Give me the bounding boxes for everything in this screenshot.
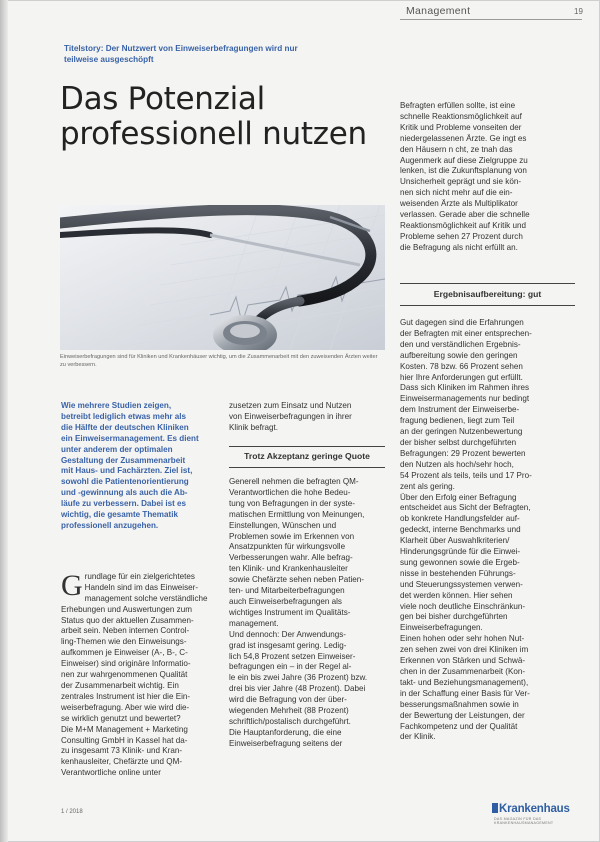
subhead-rule-bottom [229, 467, 385, 468]
header-rule [400, 19, 582, 20]
magazine-logo [492, 803, 570, 815]
stethoscope-illustration [60, 205, 385, 350]
column-3-intro: Befragten erfüllen sollte, ist eine schnelle Reaktionsmöglichkeit auf Kritik und Probleme vonseiten der niedergelassenen Ärzte. Ge ingt es den Häusern n cht, ze tnah das Augenmerk auf diese Zielgruppe zu lenken, ist die Zukunftsplanung von Unsicherheit geprägt und sie kön- nen sich nicht mehr auf die ein- weisenden Ärzte als Multiplikator verlassen. Gerade aber die schnelle Reaktionsmöglichkeit auf Kritik und Probleme sehen 27 Prozent durch die Befragung als nicht erfüllt an. [400, 101, 530, 252]
issue-number: 1 / 2018 [61, 809, 83, 815]
column-2-intro: zusetzen zum Einsatz und Nutzen von Einweiserbefragungen in ihrer Klinik befragt. [229, 401, 352, 432]
article-kicker: Titelstory: Der Nutzwert von Einweiserbefragungen wird nur teilweise ausgeschöpft [64, 44, 298, 64]
column-1 [61, 561, 211, 779]
title-line-2: professionell nutzen [60, 116, 367, 152]
subhead-ergebnis: Ergebnisaufbereitung: gut [433, 289, 542, 299]
column-3: Gut dagegen sind die Erfahrungen der Befragten mit einer entsprechen- den und verständlichen Ergebnis- aufbereitung sowie den geringen Kosten. 78 bzw. 66 Prozent sehen hier Ihre Anforderungen gut erfüllt. Dass sich Kliniken im Rahmen ihres Einweisermanagements nur bedingt dem Instrument der Einweiserbe- fragung bedienen, liegt zum Teil an der geringen Nutzenbewertung der bisher selbst durchgeführten Befragungen: 29 Prozent bewerten den Nutzen als hoch/sehr hoch, 54 Prozent als teils, teils und 17 Pro- zent als gering. Über den Erfolg einer Befragung entscheidet aus Sicht der Befragten, ob konkrete Handlungsfelder auf- gedeckt, interne Benchmarks und Klarheit über Auswahlkriterien/ Hinderungsgründe für die Einwei- sung gewonnen sowie die Ergeb- nisse in bestehenden Führungs- und Steuerungssystemen verwen- det werden können. Hier sehen viele noch deutliche Einschränkun- gen bei bisher durchgeführten Einweiserbefragungen. Einen hohen oder sehr hohen Nut- zen sehen zwei von drei Kliniken im Erkennen von Stärken und Schwä- chen in der Zusammenarbeit (Kon- takt- und Beziehungsmanagement), in der Schaffung einer Basis für Ver- besserungsmaßnahmen sowie in der Bewertung der Leistungen, der Fachkompetenz und der Qualität der Klinik. [400, 318, 532, 742]
logo-text: Krankenhaus [499, 803, 570, 815]
stethoscope-photo [60, 205, 385, 350]
page-number: 19 [574, 7, 583, 16]
logo-mark-icon [492, 803, 498, 813]
subhead-rule-top [400, 283, 575, 284]
scan-edge [0, 0, 8, 842]
logo-subtitle: DAS MAGAZIN FÜR DAS KRANKENHAUSMANAGEMENT [494, 817, 554, 825]
title-line-1: Das Potenzial [60, 81, 265, 117]
subhead-rule-top [229, 446, 385, 447]
section-label: Management [406, 5, 471, 17]
photo-caption: Einweiserbefragungen sind für Kliniken und Krankenhäuser wichtig, um die Zusammenarbeit mit den zuweisenden Ärzten weiter zu verbessern. [60, 354, 378, 368]
article-lead: Wie mehrere Studien zeigen, betreibt lediglich etwas mehr als die Hälfte der deutschen Kliniken ein Einweisermanagement. Es dient unter anderem der optimalen Gestaltung der Zusammenarbeit mit Haus- und Fachärzten. Ziel ist, sowohl die Patientenorientierung und -gewinnung als auch die Ab- läufe zu verbessern. Dabei ist es wichtig, die gesamte Thematik professionell anzugehen. [61, 401, 199, 530]
drop-cap: G [61, 568, 83, 602]
article-title [60, 82, 380, 152]
column-2: Generell nehmen die befragten QM- Verantwortlichen die hohe Bedeu- tung von Befragungen in der syste- matischen Ermittlung von Meinungen, Einstellungen, Wünschen und Problemen sowie im Erkennen von Ansatzpunkten für wirkungsvolle Verbesserungen wahr. Alle befrag- ten Klinik- und Krankenhausleiter sowie Chefärzte sehen neben Patien- ten- und Mitarbeiterbefragungen auch Einweiserbefragungen als wichtiges Instrument im Qualitäts- management. Und dennoch: Der Anwendungs- grad ist insgesamt gering. Ledig- lich 54,8 Prozent setzen Einweiser- befragungen ein – in der Regel al- le ein bis zwei Jahre (36 Prozent) bzw. drei bis vier Jahre (48 Prozent). Dabei wird die Befragung von der über- wiegenden Mehrheit (88 Prozent) schriftlich/postalisch durchgeführt. Die Hauptanforderung, die eine Einweiserbefragung seitens der [229, 477, 368, 748]
column-1-text: rundlage für ein zielgerichtetes Handeln sind im das Einweiser- management solche verständliche Erhebungen und Auswertungen zum Status quo der aktuellen Zusammen- arbeit sein. Neben internen Control- ling-Themen wie den Einweisungs- aufkommen je Einweiser (A-, B-, C- Einweiser) sind originäre Informatio- nen zur wahrgenommenen Qualität der Zusammenarbeit wichtig. Ein zentrales Instrument ist hier die Ein- weiserbefragung. Aber wie wird die- se wirklich genutzt und bewertet? Die M+M Management + Marketing Consulting GmbH in Kassel hat da- zu insgesamt 73 Klinik- und Kran- kenhausleiter, Chefärzte und QM- Verantwortliche online unter [61, 571, 208, 778]
subhead-akzeptanz: Trotz Akzeptanz geringe Quote [244, 451, 370, 461]
subhead-rule-bottom [400, 305, 575, 306]
